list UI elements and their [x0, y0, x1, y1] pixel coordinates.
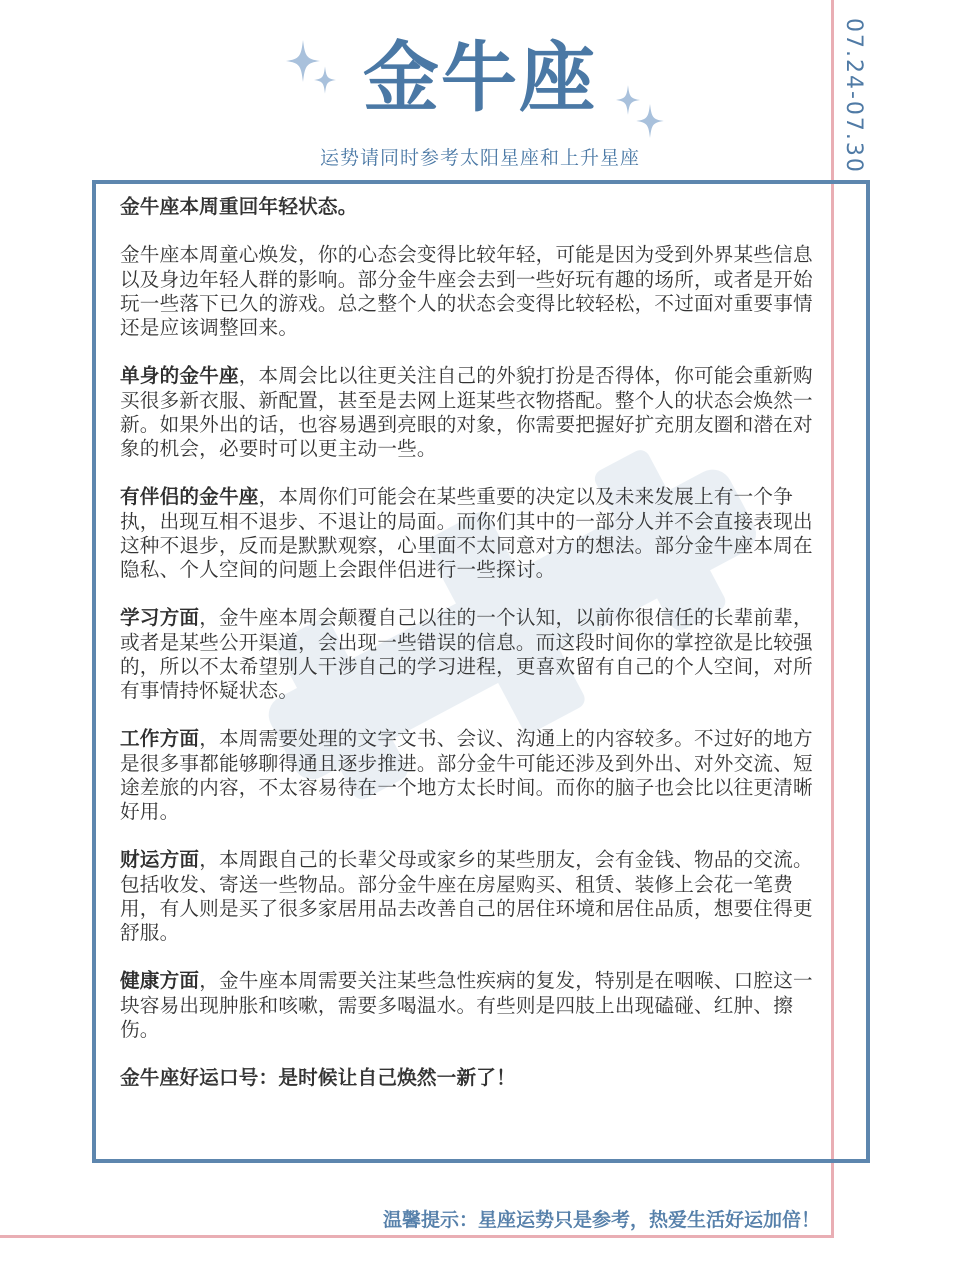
sparkle-icon: [636, 104, 664, 138]
date-range: 07.24-07.30: [841, 18, 866, 174]
section-text: ，本周需要处理的文字文书、会议、沟通上的内容较多。不过好的地方是很多事都能够聊得通且逐步推进。部分金牛可能还涉及到外出、对外交流、短途差旅的内容，不太容易待在一个地方太长时间。而你的脑子也会比以往更清晰好用。: [120, 727, 813, 823]
slogan: 金牛座好运口号：是时候让自己焕然一新了！: [120, 1066, 516, 1090]
page-title: 金牛座: [363, 33, 597, 122]
section-text: ，本周你们可能会在某些重要的决定以及未来发展上有一个争执，出现互相不退步、不退让的局面。而你们其中的一部分人并不会直接表现出这种不退步，反而是默默观察，心里面不太同意对方的想法。部分金牛座本周在隐私、个人空间的问题上会跟伴侣进行一些探讨。: [120, 485, 813, 581]
section-label: 工作方面: [120, 727, 200, 751]
article-body: [120, 195, 820, 1115]
section-label: 健康方面: [120, 969, 200, 993]
sparkle-icon: [314, 66, 336, 94]
section-study: [120, 606, 820, 703]
section-label: 单身的金牛座: [120, 364, 239, 388]
section-text: ，本周会比以往更关注自己的外貌打扮是否得体，你可能会重新购买很多新衣服、新配置，甚至是去网上逛某些衣物搭配。整个人的状态会焕然一新。如果外出的话，也容易遇到亮眼的对象，你需要把握好扩充朋友圈和潜在对象的机会，必要时可以更主动一些。: [120, 364, 813, 460]
section-wealth: [120, 848, 820, 945]
section-health: [120, 969, 820, 1042]
section-work: [120, 727, 820, 824]
section-text: ，金牛座本周需要关注某些急性疾病的复发，特别是在咽喉、口腔这一块容易出现肿胀和咳嗽，需要多喝温水。有些则是四肢上出现磕碰、红肿、擦伤。: [120, 969, 813, 1041]
section-single: [120, 364, 820, 461]
pink-horizontal-line: [0, 1235, 834, 1238]
section-label: 财运方面: [120, 848, 200, 872]
footer-tip: 温馨提示：星座运势只是参考，热爱生活好运加倍！: [382, 1209, 820, 1231]
section-label: 有伴侣的金牛座: [120, 485, 259, 509]
section-text: ，本周跟自己的长辈父母或家乡的某些朋友，会有金钱、物品的交流。包括收发、寄送一些物品。部分金牛座在房屋购买、租赁、装修上会花一笔费用，有人则是买了很多家居用品去改善自己的居住环境和居住品质，想要住得更舒服。: [120, 848, 813, 944]
headline: 金牛座本周重回年轻状态。: [120, 195, 358, 218]
intro-paragraph: 金牛座本周童心焕发，你的心态会变得比较年轻，可能是因为受到外界某些信息以及身边年轻人群的影响。部分金牛座会去到一些好玩有趣的场所，或者是开始玩一些落下已久的游戏。总之整个人的状态会变得比较轻松，不过面对重要事情还是应该调整回来。: [120, 243, 813, 339]
section-partnered: [120, 485, 820, 582]
section-text: ，金牛座本周会颠覆自己以往的一个认知，以前你很信任的长辈前辈，或者是某些公开渠道，会出现一些错误的信息。而这段时间你的掌控欲是比较强的，所以不太希望别人干涉自己的学习进程，更喜欢留有自己的个人空间，对所有事情持怀疑状态。: [120, 606, 813, 702]
subtitle: 运势请同时参考太阳星座和上升星座: [319, 147, 640, 169]
section-label: 学习方面: [120, 606, 200, 630]
